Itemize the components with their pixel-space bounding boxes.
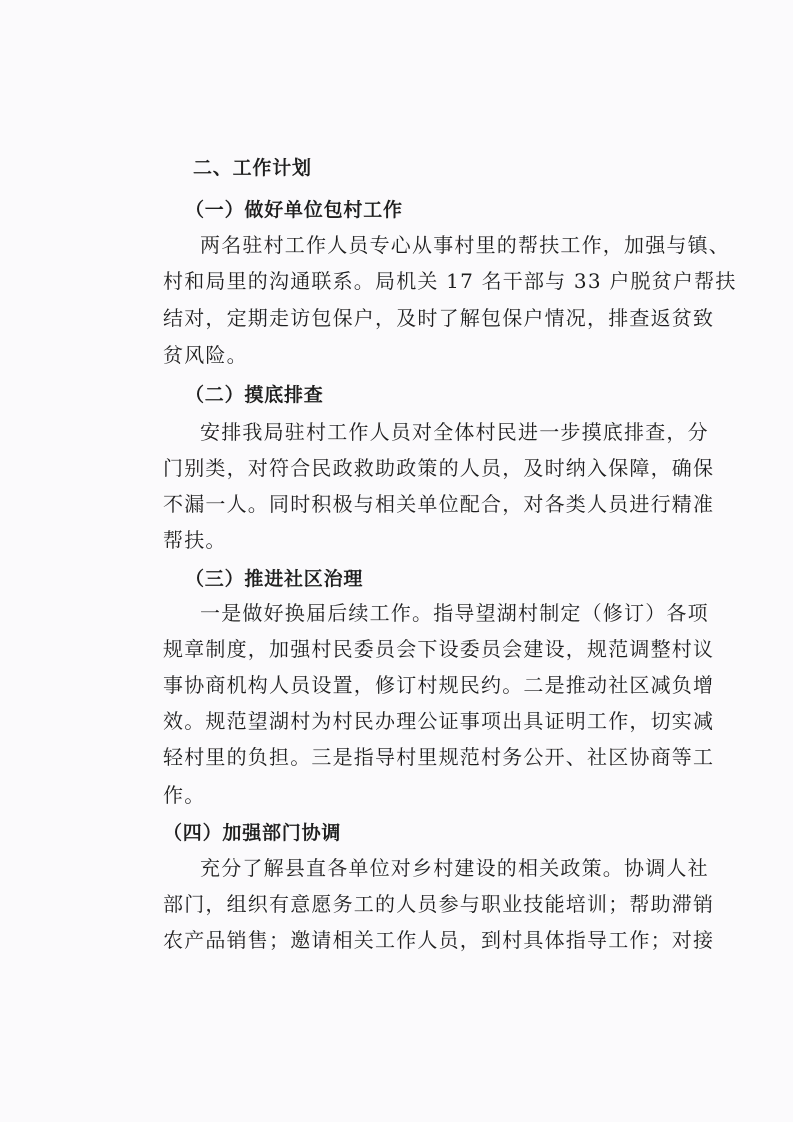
subsection-heading-2: （二）摸底排查: [185, 384, 324, 406]
paragraph-line: 部门，组织有意愿务工的人员参与职业技能培训；帮助滞销: [163, 892, 715, 916]
section-title: 二、工作计划: [193, 157, 312, 179]
paragraph-line: 门别类，对符合民政救助政策的人员，及时纳入保障，确保: [163, 456, 715, 480]
paragraph-line: 作。: [163, 783, 206, 807]
paragraph-line: 帮扶。: [163, 528, 227, 552]
subsection-heading-3: （三）推进社区治理: [185, 568, 364, 590]
paragraph-line: 农产品销售；邀请相关工作人员，到村具体指导工作；对接: [163, 928, 715, 952]
paragraph-line: 安排我局驻村工作人员对全体村民进一步摸底排查，分: [200, 420, 709, 444]
paragraph-line: 结对，定期走访包保户，及时了解包保户情况，排查返贫致: [163, 306, 715, 330]
paragraph-line: 轻村里的负担。三是指导村里规范村务公开、社区协商等工: [163, 745, 715, 769]
paragraph-line: 事协商机构人员设置，修订村规民约。二是推动社区减负增: [163, 673, 715, 697]
paragraph-line: 充分了解县直各单位对乡村建设的相关政策。协调人社: [200, 856, 709, 880]
paragraph-line: 贫风险。: [163, 343, 248, 367]
subsection-heading-4: （四）加强部门协调: [163, 822, 342, 844]
paragraph-line: 两名驻村工作人员专心从事村里的帮扶工作，加强与镇、: [200, 233, 730, 257]
paragraph-line: 规章制度，加强村民委员会下设委员会建设，规范调整村议: [163, 637, 715, 661]
paragraph-line: 不漏一人。同时积极与相关单位配合，对各类人员进行精准: [163, 492, 715, 516]
paragraph-line: 效。规范望湖村为村民办理公证事项出具证明工作，切实减: [163, 709, 715, 733]
paragraph-line: 一是做好换届后续工作。指导望湖村制定（修订）各项: [200, 601, 709, 625]
paragraph-line: 村和局里的沟通联系。局机关 17 名干部与 33 户脱贫户帮扶: [163, 269, 737, 293]
subsection-heading-1: （一）做好单位包村工作: [185, 199, 403, 221]
